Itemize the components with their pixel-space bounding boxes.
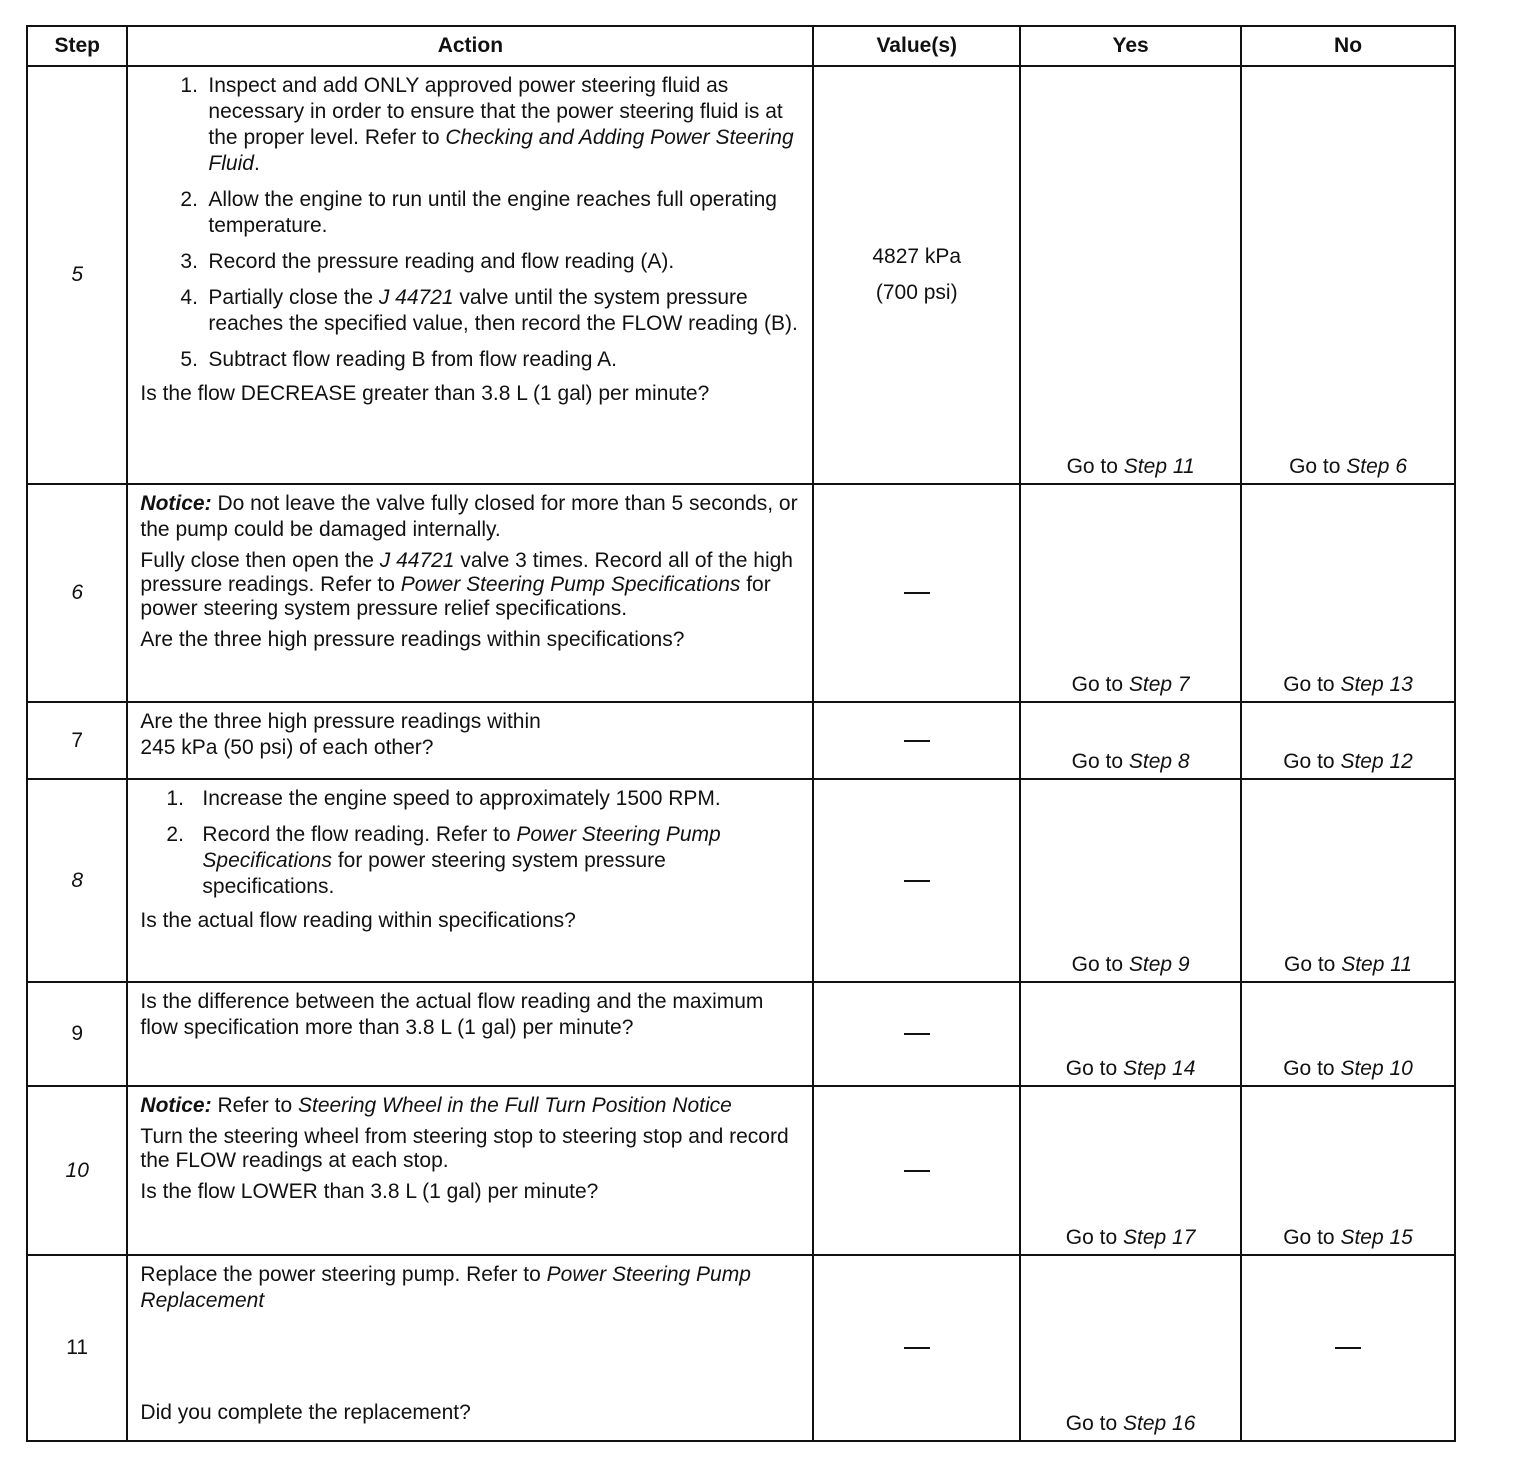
header-values: Value(s) [813, 26, 1020, 66]
go-to-label: Go to [1071, 953, 1124, 976]
go-to-label: Go to [1284, 953, 1336, 976]
no-step-link: Step 15 [1340, 1226, 1413, 1249]
item-text-tail: valve until the system pressure reaches the specified value, then record the FLOW reading (B). [208, 286, 798, 335]
item-text [208, 73, 798, 177]
value-cell [813, 779, 1020, 982]
item-number: 5. [180, 348, 198, 371]
no-step-link: Step 6 [1346, 455, 1407, 478]
dash-mark [904, 592, 930, 594]
tool-reference: J 44721 [379, 549, 455, 572]
action-cell [127, 702, 813, 779]
item-text-tail: . [253, 152, 260, 175]
table-row-step-11 [27, 1255, 1455, 1441]
instruction-paragraph [140, 549, 798, 621]
diagnostic-table-container [26, 25, 1456, 1442]
item-number: 1. [180, 74, 198, 97]
no-cell [1241, 779, 1455, 982]
question-text: Is the flow DECREASE greater than 3.8 L (1 gal) per minute? [140, 382, 710, 405]
item-text-plain: Inspect and add ONLY approved power steering fluid as necessary in order to ensure that the power steering fluid is at the proper level. Refer to [208, 74, 783, 149]
yes-cell [1020, 1086, 1241, 1255]
no-cell [1241, 982, 1455, 1086]
reference-link: Power Steering Pump Specifications [202, 823, 721, 872]
diagnostic-table [26, 25, 1456, 1442]
reference-link: Power Steering Pump Replacement [140, 1263, 751, 1312]
header-action: Action [127, 26, 813, 66]
yes-cell [1020, 1255, 1241, 1441]
value-cell [813, 1255, 1020, 1441]
action-cell [127, 982, 813, 1086]
go-to-label: Go to [1283, 750, 1335, 773]
no-cell [1241, 1086, 1455, 1255]
action-list-item [176, 285, 798, 337]
action-cell [127, 1086, 813, 1255]
step-number: 9 [27, 982, 127, 1086]
go-to-label: Go to [1071, 673, 1124, 696]
go-to-label: Go to [1283, 1057, 1335, 1080]
yes-cell [1020, 982, 1241, 1086]
go-to-label: Go to [1289, 455, 1341, 478]
action-list-item [176, 73, 798, 177]
item-text: Subtract flow reading B from flow reading A. [208, 348, 617, 371]
yes-step-link: Step 11 [1123, 455, 1195, 478]
item-number: 2. [166, 823, 184, 846]
notice-paragraph [140, 1093, 798, 1119]
question-text: Did you complete the replacement? [140, 1401, 471, 1424]
instruction-paragraph: Turn the steering wheel from steering stop to steering stop and record the FLOW readings at each stop. [140, 1125, 789, 1172]
item-number: 4. [180, 286, 198, 309]
notice-paragraph [140, 491, 798, 543]
yes-step-link: Step 16 [1123, 1412, 1196, 1435]
no-step-link: Step 12 [1340, 750, 1413, 773]
action-list-item [176, 249, 798, 275]
yes-cell [1020, 702, 1241, 779]
action-list-item [176, 187, 798, 239]
action-cell [127, 1255, 813, 1441]
go-to-label: Go to [1065, 1412, 1118, 1435]
dash-mark [904, 1033, 930, 1035]
step-number: 5 [27, 66, 127, 484]
question-text: Is the actual flow reading within specifications? [140, 909, 576, 932]
yes-cell [1020, 66, 1241, 484]
action-list [140, 73, 798, 373]
go-to-label: Go to [1283, 1226, 1335, 1249]
step-number: 10 [27, 1086, 127, 1255]
step-number: 11 [27, 1255, 127, 1441]
action-list-item [176, 347, 798, 373]
reference-link: Steering Wheel in the Full Turn Position Notice [297, 1094, 732, 1117]
go-to-label: Go to [1071, 750, 1124, 773]
yes-cell [1020, 779, 1241, 982]
step-number: 7 [27, 702, 127, 779]
text-part: Replace the power steering pump. Refer to [140, 1263, 547, 1286]
question-text: Are the three high pressure readings within specifications? [140, 628, 685, 651]
step-number: 8 [27, 779, 127, 982]
text-part: Record the flow reading. Refer to [202, 823, 517, 846]
table-row-step-9 [27, 982, 1455, 1086]
question-text: Is the difference between the actual flow reading and the maximum flow specification more than 3.8 L (1 gal) per minute? [140, 990, 764, 1039]
tool-reference: J 44721 [378, 286, 454, 309]
spacer [140, 1320, 798, 1388]
yes-cell [1020, 484, 1241, 702]
notice-label: Notice: [140, 1094, 212, 1117]
value-cell [813, 1086, 1020, 1255]
table-row-step-6 [27, 484, 1455, 702]
action-list [140, 786, 798, 900]
action-cell [127, 779, 813, 982]
yes-step-link: Step 7 [1128, 673, 1190, 696]
instruction-paragraph [140, 1262, 798, 1314]
item-text [208, 285, 798, 337]
item-text: Increase the engine speed to approximately 1500 RPM. [202, 787, 721, 810]
dash-mark [904, 1170, 930, 1172]
table-row-step-5 [27, 66, 1455, 484]
action-cell [127, 484, 813, 702]
table-row-step-8 [27, 779, 1455, 982]
header-row [27, 26, 1455, 66]
question-text: Is the flow LOWER than 3.8 L (1 gal) per minute? [140, 1180, 599, 1203]
yes-step-link: Step 17 [1123, 1226, 1196, 1249]
question-line-1: Are the three high pressure readings within [140, 710, 541, 733]
yes-step-link: Step 14 [1123, 1057, 1196, 1080]
no-cell [1241, 702, 1455, 779]
item-number: 1. [166, 787, 184, 810]
dash-mark [904, 880, 930, 882]
no-step-link: Step 10 [1340, 1057, 1413, 1080]
no-cell [1241, 484, 1455, 702]
go-to-label: Go to [1283, 673, 1335, 696]
header-yes: Yes [1020, 26, 1241, 66]
dash-mark [904, 740, 930, 742]
no-step-link: Step 11 [1341, 953, 1413, 976]
header-no: No [1241, 26, 1455, 66]
yes-step-link: Step 9 [1128, 953, 1190, 976]
item-number: 2. [180, 188, 198, 211]
item-text: Allow the engine to run until the engine reaches full operating temperature. [208, 188, 777, 237]
text-part: for power steering system pressure relief specifications. [140, 573, 771, 620]
value-kpa: 4827 kPa [872, 245, 962, 268]
text-part: Fully close then open the [140, 549, 380, 572]
value-cell [813, 982, 1020, 1086]
value-cell [813, 702, 1020, 779]
table-row-step-10 [27, 1086, 1455, 1255]
go-to-label: Go to [1065, 1057, 1118, 1080]
item-text: Record the pressure reading and flow reading (A). [208, 250, 675, 273]
action-list-item [162, 786, 798, 812]
text-part: valve 3 times. Record all of the high pressure readings. Refer to [140, 549, 793, 596]
question-line-2: 245 kPa (50 psi) of each other? [140, 736, 434, 759]
dash-mark [1335, 1347, 1361, 1349]
step-number: 6 [27, 484, 127, 702]
table-row-step-7 [27, 702, 1455, 779]
action-list-item [162, 822, 798, 900]
value-cell [813, 66, 1020, 484]
dash-mark [904, 1347, 930, 1349]
item-number: 3. [180, 250, 198, 273]
reference-link: Checking and Adding Power Steering Fluid [208, 126, 794, 175]
item-text [202, 822, 798, 900]
reference-link: Power Steering Pump Specifications [400, 573, 741, 596]
action-cell [127, 66, 813, 484]
no-cell [1241, 66, 1455, 484]
text-part: Refer to [211, 1094, 298, 1117]
go-to-label: Go to [1066, 455, 1118, 478]
header-step: Step [27, 26, 127, 66]
text-part: for power steering system pressure specifications. [202, 849, 666, 898]
value-cell [813, 484, 1020, 702]
no-cell [1241, 1255, 1455, 1441]
no-step-link: Step 13 [1340, 673, 1413, 696]
item-text-plain: Partially close the [208, 286, 379, 309]
yes-step-link: Step 8 [1128, 750, 1190, 773]
notice-label: Notice: [140, 492, 212, 515]
value-psi: (700 psi) [875, 281, 958, 304]
go-to-label: Go to [1065, 1226, 1118, 1249]
notice-text: Do not leave the valve fully closed for more than 5 seconds, or the pump could be damaged internally. [140, 492, 798, 541]
